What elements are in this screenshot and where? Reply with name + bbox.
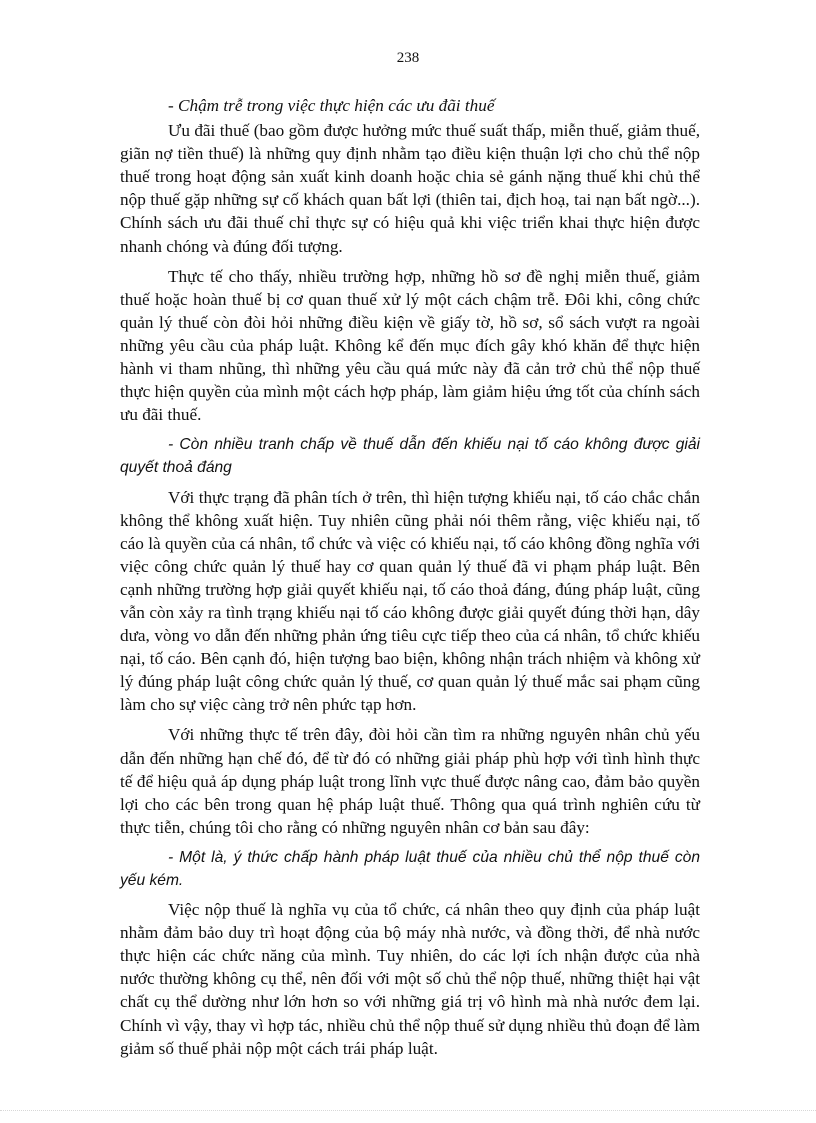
paragraph: Với thực trạng đã phân tích ở trên, thì hiện tượng khiếu nại, tố cáo chắc chắn không thể không xuất hiện. Tuy nhiên cũng phải nói thêm rằng, việc khiếu nại, tố cáo là quyền của cá nhân, tổ chức và việc có khiếu nại, tố cáo không đồng nghĩa với việc công chức quản lý thuế hay cơ quan quản lý thuế đã vi phạm pháp luật. Bên cạnh những trường hợp giải quyết khiếu nại, tố cáo thoả đáng, đúng pháp luật, cũng vẫn còn xảy ra tình trạng khiếu nại tố cáo không được giải quyết đúng thời hạn, dây dưa, vòng vo dẫn đến những phản ứng tiêu cực tiếp theo của cá nhân, tổ chức khiếu nại, tố cáo. Bên cạnh đó, hiện tượng bao biện, không nhận trách nhiệm và không xử lý đúng pháp luật công chức quản lý thuế, cơ quan quản lý thuế mắc sai phạm cũng làm cho sự việc càng trở nên phức tạp hơn. xyxy=(120,487,700,715)
paragraph: Ưu đãi thuế (bao gồm được hưởng mức thuế suất thấp, miễn thuế, giảm thuế, giãn nợ tiền thuế) là những quy định nhằm tạo điều kiện thuận lợi cho chủ thể nộp thuế trong hoạt động sản xuất kinh doanh hoặc chia sẻ gánh nặng thuế khi chủ thể nộp thuế gặp những sự cố khách quan bất lợi (thiên tai, địch hoạ, tai nạn bất ngờ...). Chính sách ưu đãi thuế chỉ thực sự có hiệu quả khi việc triển khai thực hiện được nhanh chóng và đúng đối tượng. xyxy=(120,121,700,256)
section-heading-delayed-incentives: - Chậm trễ trong việc thực hiện các ưu đãi thuế xyxy=(168,96,495,115)
paragraph: Thực tế cho thấy, nhiều trường hợp, những hồ sơ đề nghị miễn thuế, giảm thuế hoặc hoàn thuế bị cơ quan thuế xử lý một cách chậm trễ. Đôi khi, công chức quản lý thuế còn đòi hỏi những điều kiện về giấy tờ, hồ sơ, sổ sách vượt ra ngoài những yêu cầu của pháp luật. Không kể đến mục đích gây khó khăn để thực hiện hành vi tham nhũng, thì những yêu cầu quá mức này đã cản trở chủ thể nộp thuế thực hiện quyền của mình một cách hợp pháp, làm giảm hiệu ứng tốt của chính sách ưu đãi thuế. xyxy=(120,266,700,425)
document-body xyxy=(120,94,700,1067)
page-number: 238 xyxy=(396,50,420,66)
section-heading-compliance-awareness: - Một là, ý thức chấp hành pháp luật thuế của nhiều chủ thể nộp thuế còn yếu kém. xyxy=(120,848,700,889)
paragraph: Việc nộp thuế là nghĩa vụ của tổ chức, cá nhân theo quy định của pháp luật nhằm đảm bảo duy trì hoạt động của bộ máy nhà nước, và đồng thời, để nhà nước thực hiện các chức năng của mình. Tuy nhiên, do các lợi ích nhận được của nhà nước thường không cụ thể, nên đối với một số chủ thể nộp thuế, những thiệt hại vật chất cụ thể dường như lớn hơn so với những giá trị vô hình mà nhà nước đem lại. Chính vì vậy, thay vì hợp tác, nhiều chủ thể nộp thuế sử dụng nhiều thủ đoạn để làm giảm số thuế phải nộp một cách trái pháp luật. xyxy=(120,900,700,1058)
section-heading-tax-disputes: - Còn nhiều tranh chấp về thuế dẫn đến khiếu nại tố cáo không được giải quyết thoả đáng xyxy=(120,436,700,477)
paragraph: Với những thực tế trên đây, đòi hỏi cần tìm ra những nguyên nhân chủ yếu dẫn đến những hạn chế đó, để từ đó có những giải pháp phù hợp với tình hình thực tế để hiệu quả áp dụng pháp luật trong lĩnh vực thuế được nâng cao, đảm bảo quyền lợi cho các bên trong quan hệ pháp luật thuế. Thông qua quá trình nghiên cứu từ thực tiễn, chúng tôi cho rằng có những nguyên nhân cơ bản sau đây: xyxy=(120,725,700,837)
page-bottom-divider xyxy=(0,1110,816,1111)
